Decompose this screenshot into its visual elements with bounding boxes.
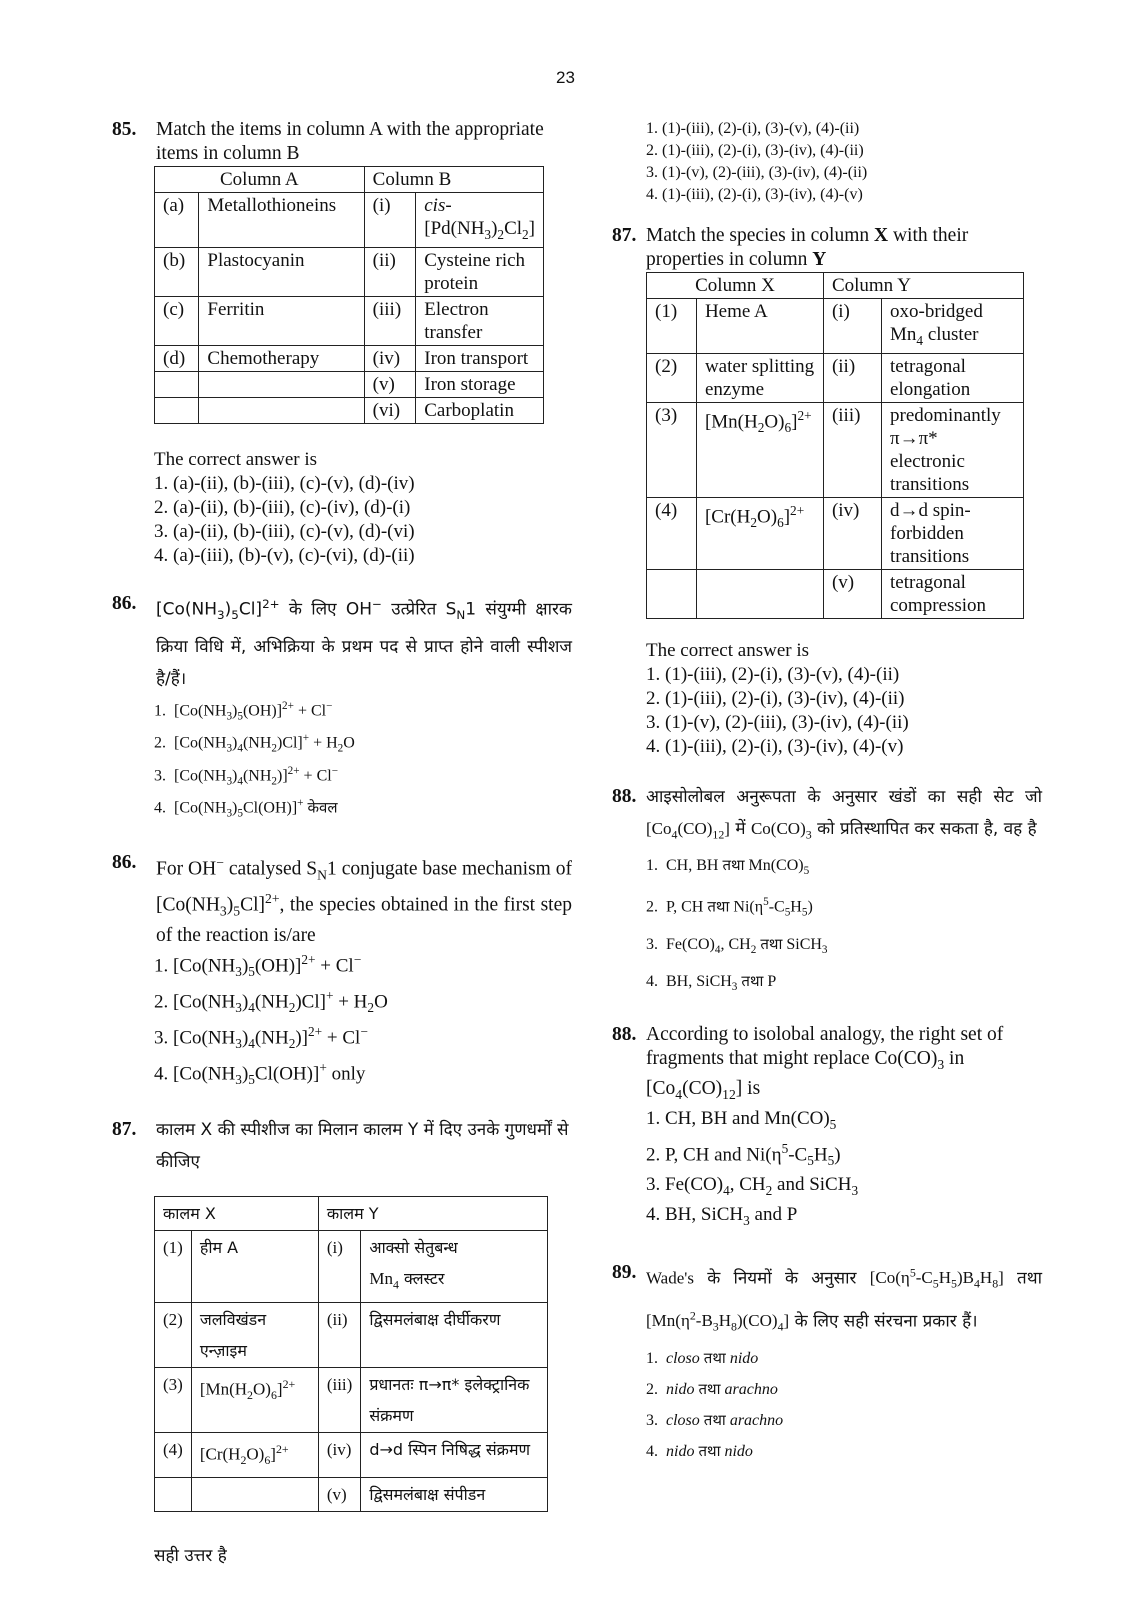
row-key: (v): [364, 371, 416, 397]
option: 4. nido तथा nido: [646, 1441, 753, 1460]
row-value: Electron transfer: [416, 296, 544, 345]
row-value: $[Mn(H_2O)_6]^{2+}$: [696, 402, 823, 497]
question-number: 87.: [612, 225, 637, 246]
row-value: Iron transport: [416, 345, 544, 371]
option: 3. (1)-(v), (2)-(iii), (3)-(iv), (4)-(ii): [646, 711, 909, 733]
question-text: $[Co(NH_3)_5Cl]^{2+}$ के लिए OH− उत्प्रेरित $S_N1$ संयुग्मी क्षारक क्रिया विधि में, अभिक्रिया के प्रथम पद से प्राप्त होने वाली स्पीशज है/हैं।: [156, 596, 572, 689]
row-value: Chemotherapy: [199, 345, 364, 371]
option: 4. $[Co(NH_3)_5Cl(OH)]^+$ केवल: [154, 797, 338, 820]
row-key: (c): [155, 296, 199, 345]
row-key: (v): [318, 1477, 361, 1511]
column-y-header: कालम Y: [318, 1197, 547, 1231]
row-value: Metallothioneins: [199, 193, 364, 248]
row-key: (2): [647, 353, 697, 402]
question-number: 86.: [112, 592, 137, 614]
table-row: [155, 1432, 548, 1477]
row-value: $[Cr(H_2O)_6]^{2+}$: [696, 497, 823, 569]
answer-options: [154, 448, 572, 568]
row-value: $[Mn(H_2O)_6]^{2+}$: [191, 1367, 318, 1432]
answer-options: [646, 1343, 1042, 1467]
match-table-en: [646, 272, 1024, 619]
row-key: (3): [647, 402, 697, 497]
option: 4. BH, SiCH$_3$ तथा P: [646, 972, 777, 994]
option: 2. (a)-(ii), (b)-(iii), (c)-(iv), (d)-(i): [154, 496, 411, 518]
row-value: d→d spin-forbidden transitions: [882, 497, 1024, 569]
table-row: [647, 299, 1024, 354]
row-key: (4): [155, 1432, 192, 1477]
row-key: (iii): [318, 1367, 361, 1432]
row-key: (1): [647, 299, 697, 354]
row-key: (a): [155, 193, 199, 248]
option: 1. $[Co(NH_3)_5(OH)]^{2+} + Cl^-$: [154, 699, 333, 723]
row-value: आक्सो सेतुबन्ध $Mn_4$ क्लस्टर: [361, 1231, 548, 1302]
option: 4. BH, SiCH$_3$ and P: [646, 1203, 798, 1228]
option: 3. closo तथा arachno: [646, 1410, 784, 1429]
row-key: (i): [364, 193, 416, 248]
question-number: 85.: [112, 119, 137, 140]
right-column: [612, 118, 1042, 1467]
row-value: tetragonal compression: [882, 569, 1024, 618]
table-row: [155, 1302, 548, 1367]
answer-label: The correct answer is: [646, 639, 810, 661]
row-value: tetragonal elongation: [882, 353, 1024, 402]
option: 2. (1)-(iii), (2)-(i), (3)-(iv), (4)-(ii): [646, 687, 905, 709]
row-value: predominantly π→π* electronic transitions: [882, 402, 1024, 497]
option: 3. $Fe(CO)_4$, $CH_2$ तथा SiCH$_3$: [646, 934, 828, 957]
row-key: (iii): [364, 296, 416, 345]
match-table: [154, 166, 544, 424]
option: 2. $[Co(NH_3)_4(NH_2)Cl]^+ + H_2O$: [154, 987, 388, 1015]
row-key: (iv): [823, 497, 881, 569]
table-row: [155, 371, 544, 397]
question-text: For OH− catalysed $S_N1$ conjugate base mechanism of $[Co(NH_3)_5Cl]^{2+}$, the species obtained in the first step of the reaction is/are: [156, 854, 572, 946]
option: 2. (1)-(iii), (2)-(i), (3)-(iv), (4)-(ii): [646, 142, 864, 159]
question-85-en: [112, 118, 572, 166]
row-key: (b): [155, 247, 199, 296]
option: 2. $[Co(NH_3)_4(NH_2)Cl]^+ + H_2O$: [154, 732, 355, 755]
row-key: (iii): [823, 402, 881, 497]
match-table-hi: [154, 1196, 548, 1511]
row-value: प्रधानतः π→π* इलेक्ट्रानिक संक्रमण: [361, 1367, 548, 1432]
answer-options: [646, 639, 1042, 759]
row-key: (3): [155, 1367, 192, 1432]
column-y-header: Column Y: [823, 273, 1023, 299]
question-number: 87.: [112, 1119, 137, 1141]
question-number: 89.: [612, 1261, 637, 1283]
question-88-en: [612, 1023, 1042, 1107]
option: 1. CH, BH and $Mn(CO)_5$: [646, 1108, 837, 1132]
option: 3. $[Co(NH_3)_4(NH_2)]^{2+} + Cl^-$: [154, 1023, 368, 1052]
row-value: Ferritin: [199, 296, 364, 345]
row-key: (iv): [318, 1432, 361, 1477]
question-number: 88.: [612, 785, 637, 807]
row-value: हीम A: [191, 1231, 318, 1302]
row-value: cis- $[Pd(NH_3)_2Cl_2]$: [416, 193, 544, 248]
option: 1. closo तथा nido: [646, 1348, 759, 1367]
question-89-hi: [612, 1257, 1042, 1343]
table-row: [155, 1231, 548, 1302]
question-87-en: [612, 224, 1042, 272]
row-value: water splitting enzyme: [696, 353, 823, 402]
question-number: 86.: [112, 851, 137, 873]
table-row: [155, 296, 544, 345]
table-row: [155, 345, 544, 371]
question-number: 88.: [612, 1024, 637, 1046]
option: 1. (1)-(iii), (2)-(i), (3)-(v), (4)-(ii): [646, 120, 860, 137]
table-row: [647, 402, 1024, 497]
row-value: d→d स्पिन निषिद्ध संक्रमण: [361, 1432, 548, 1477]
row-key: (vi): [364, 397, 416, 423]
row-key: (iv): [364, 345, 416, 371]
row-key: (ii): [823, 353, 881, 402]
table-row: [647, 353, 1024, 402]
question-87-hi: [112, 1114, 572, 1178]
answer-options: [646, 118, 1042, 206]
question-88-hi: [612, 781, 1042, 850]
option: 4. $[Co(NH_3)_5Cl(OH)]^+$ only: [154, 1060, 366, 1088]
row-key: (1): [155, 1231, 192, 1302]
question-text: कालम X की स्पीशीज का मिलान कालम Y में दिए उनके गुणधर्मों से कीजिए: [156, 1120, 569, 1173]
row-key: (2): [155, 1302, 192, 1367]
answer-label: The correct answer is: [154, 448, 318, 470]
option: 4. (1)-(iii), (2)-(i), (3)-(iv), (4)-(v): [646, 735, 904, 757]
answer-options: [646, 1107, 1042, 1233]
option: 3. $[Co(NH_3)_4(NH_2)]^{2+} + Cl^-$: [154, 764, 338, 788]
row-key: (d): [155, 345, 199, 371]
question-86-en: [112, 851, 572, 948]
column-x-header: कालम X: [155, 1197, 319, 1231]
row-value: Cysteine rich protein: [416, 247, 544, 296]
answer-options: [154, 695, 572, 825]
table-row: [647, 569, 1024, 618]
question-86-hi: [112, 588, 572, 695]
answer-options: [154, 948, 572, 1093]
question-text: Wade's के नियमों के अनुसार $[Co(\eta^5-C_5H_5)B_4H_8]$ तथा $[Mn(\eta^2-B_3H_8)(CO)_4]$ के लिए सही संरचना प्रकार हैं।: [646, 1265, 1042, 1334]
table-row: [155, 1477, 548, 1511]
option: 3. (1)-(v), (2)-(iii), (3)-(iv), (4)-(ii): [646, 164, 868, 181]
row-key: (ii): [318, 1302, 361, 1367]
option: 4. (a)-(iii), (b)-(v), (c)-(vi), (d)-(ii): [154, 544, 415, 566]
option: 1. (1)-(iii), (2)-(i), (3)-(v), (4)-(ii): [646, 663, 900, 685]
option: 1. (a)-(ii), (b)-(iii), (c)-(v), (d)-(iv): [154, 472, 415, 494]
table-row: [155, 1367, 548, 1432]
row-key: (i): [823, 299, 881, 354]
row-value: Heme A: [696, 299, 823, 354]
table-row: [155, 247, 544, 296]
question-text: Match the species in column X with their properties in column Y: [646, 225, 969, 270]
row-key: (ii): [364, 247, 416, 296]
option: 2. P, CH and $Ni(\eta^5-C_5H_5)$: [646, 1140, 841, 1168]
option: 4. (1)-(iii), (2)-(i), (3)-(iv), (4)-(v): [646, 186, 863, 203]
row-value: Iron storage: [416, 371, 544, 397]
table-row: [155, 397, 544, 423]
column-b-header: Column B: [364, 167, 543, 193]
table-row: [647, 497, 1024, 569]
row-value: $[Cr(H_2O)_6]^{2+}$: [191, 1432, 318, 1477]
left-column: [112, 118, 572, 1572]
question-text: Match the items in column A with the appropriate items in column B: [156, 119, 544, 164]
answer-label: सही उत्तर है: [154, 1545, 227, 1566]
row-value: oxo-bridged $Mn_4$ cluster: [882, 299, 1024, 354]
row-value: जलविखंडन एन्ज़ाइम: [191, 1302, 318, 1367]
option: 2. P, CH तथा $Ni(\eta^5-C_5H_5)$: [646, 896, 813, 919]
row-value: द्विसमलंबाक्ष संपीडन: [361, 1477, 548, 1511]
column-a-header: Column A: [155, 167, 365, 193]
option: 1. $[Co(NH_3)_5(OH)]^{2+} + Cl^-$: [154, 951, 362, 979]
question-text: आइसोलोबल अनुरूपता के अनुसार खंडों का सही सेट जो $[Co_4(CO)_{12}]$ में $Co(CO)_3$ को प्रतिस्थापित कर सकता है, वह है: [646, 786, 1042, 842]
question-text: According to isolobal analogy, the right set of fragments that might replace $Co(CO)_3$ in $[Co_4(CO)_{12}]$ is: [646, 1024, 1004, 1103]
row-value: द्विसमलंबाक्ष दीर्घीकरण: [361, 1302, 548, 1367]
option: 2. nido तथा arachno: [646, 1379, 778, 1398]
column-x-header: Column X: [647, 273, 824, 299]
page-number: 23: [556, 68, 575, 87]
row-key: (i): [318, 1231, 361, 1302]
row-value: Carboplatin: [416, 397, 544, 423]
row-key: (4): [647, 497, 697, 569]
row-value: Plastocyanin: [199, 247, 364, 296]
table-row: [155, 193, 544, 248]
option: 3. $Fe(CO)_4$, $CH_2$ and SiCH$_3$: [646, 1173, 859, 1198]
option: 1. CH, BH तथा $Mn(CO)_5$: [646, 856, 810, 878]
row-key: (v): [823, 569, 881, 618]
option: 3. (a)-(ii), (b)-(iii), (c)-(v), (d)-(vi): [154, 520, 415, 542]
answer-options: [646, 850, 1042, 1003]
